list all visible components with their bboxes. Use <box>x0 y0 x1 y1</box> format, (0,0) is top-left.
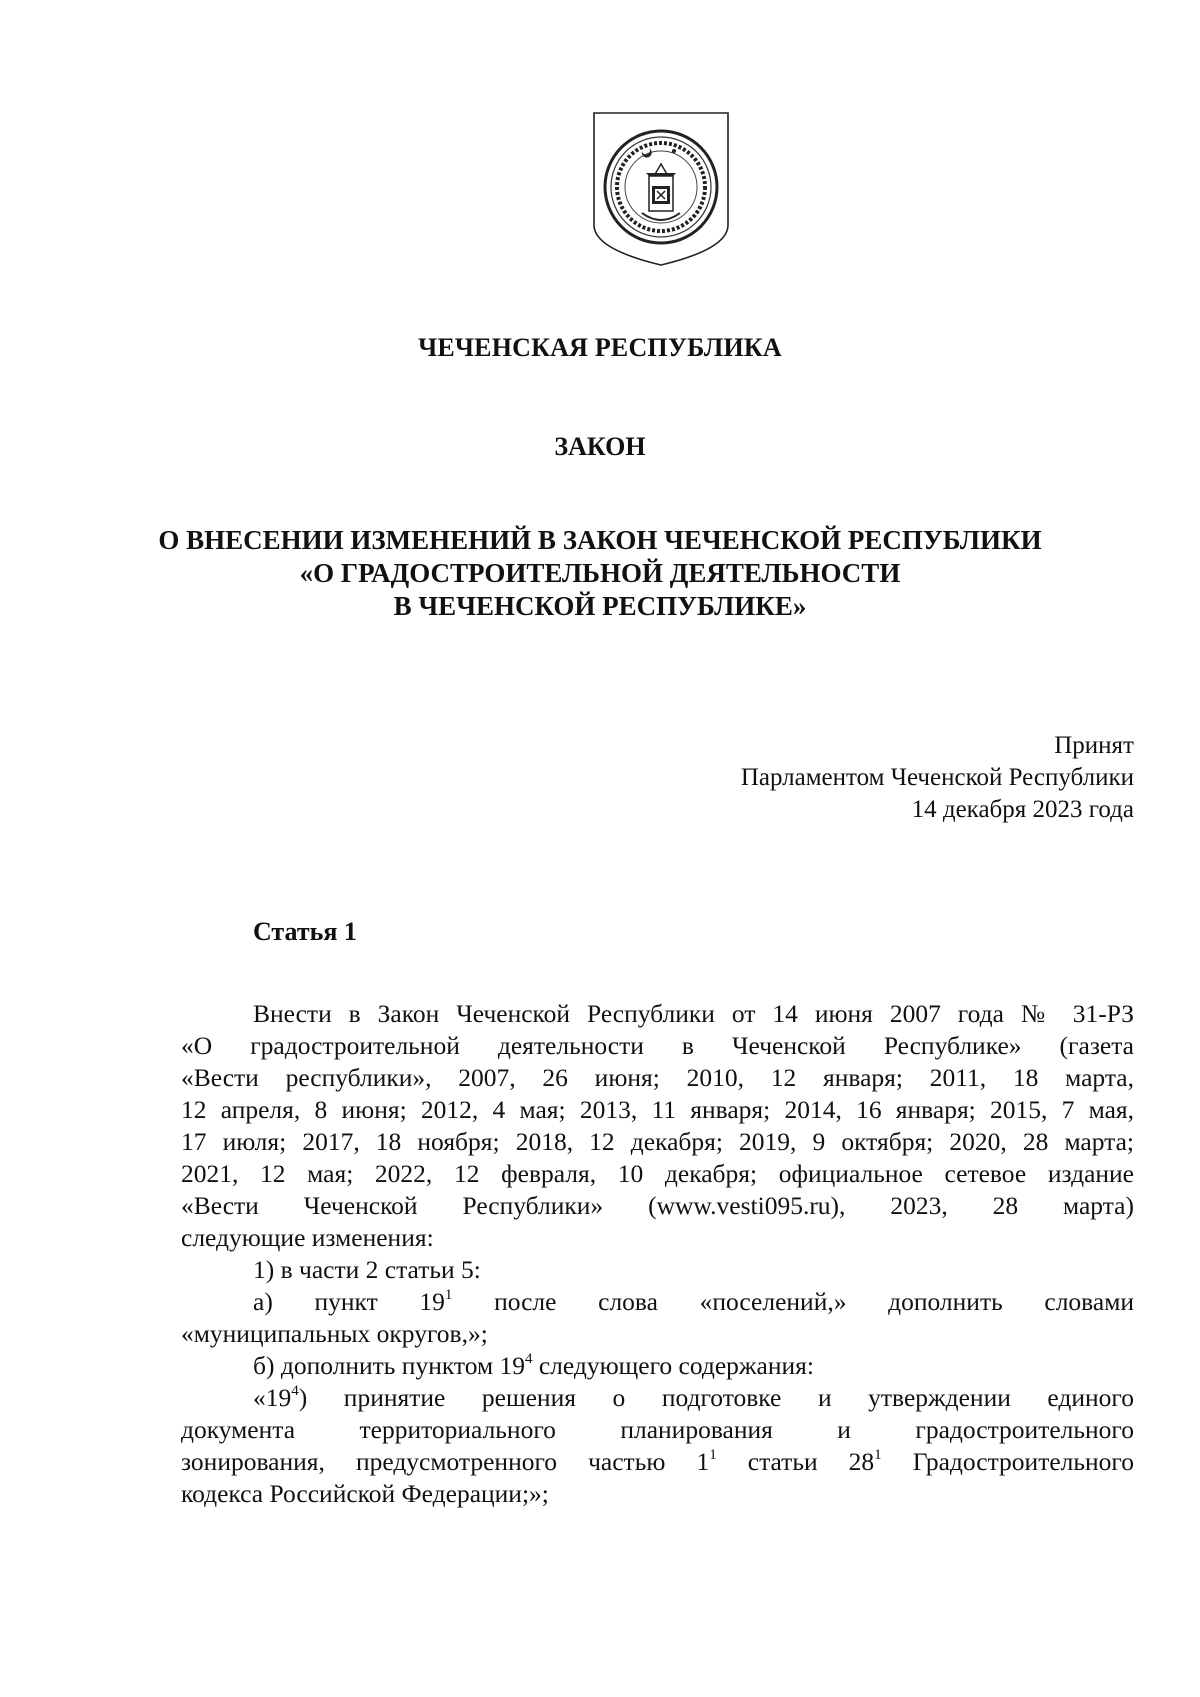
item-a-sup: 1 <box>444 1286 453 1303</box>
intro-line-3: «Вести республики», 2007, 26 июня; 2010, 12 января; 2011, 18 марта, <box>181 1063 1134 1092</box>
quote-line-3-pre: зонирования, предусмотренного частью 1 <box>181 1447 710 1476</box>
quote-text-1: ) принятие решения о подготовке и утверждении единого <box>298 1383 1134 1412</box>
coat-of-arms-emblem <box>588 107 734 269</box>
intro-line-8: следующие изменения: <box>181 1223 434 1252</box>
item-b-post: следующего содержания: <box>532 1351 814 1380</box>
law-title-line-2: «О ГРАДОСТРОИТЕЛЬНОЙ ДЕЯТЕЛЬНОСТИ <box>299 558 901 588</box>
intro-line-6: 2021, 12 мая; 2022, 12 февраля, 10 декабря; официальное сетевое издание <box>181 1159 1134 1188</box>
adoption-date: 14 декабря 2023 года <box>911 796 1134 823</box>
adoption-line-1: Принят <box>1054 732 1134 759</box>
adoption-note <box>534 730 1134 826</box>
article-heading: Статья 1 <box>253 917 357 946</box>
item-a-line-2: «муниципальных округов,»; <box>181 1319 488 1348</box>
quote-open: «19 <box>253 1383 292 1412</box>
quote-line-4: кодекса Российской Федерации;»; <box>181 1479 549 1508</box>
law-title <box>0 524 1200 623</box>
quote-line-3-sup-2: 1 <box>874 1446 882 1463</box>
item-a-post: после слова «поселений,» дополнить словами <box>452 1287 1134 1316</box>
item-a-pre: а) пункт 19 <box>253 1287 445 1316</box>
intro-line-2: «О градостроительной деятельности в Чеченской Республике» (газета <box>181 1031 1134 1060</box>
quote-line-2: документа территориального планирования и градостроительного <box>181 1415 1134 1444</box>
republic-name: ЧЕЧЕНСКАЯ РЕСПУБЛИКА <box>418 333 782 362</box>
item-b-sup: 4 <box>524 1350 533 1367</box>
item-1: 1) в части 2 статьи 5: <box>253 1255 481 1284</box>
quote-line-3-sup-1: 1 <box>709 1446 717 1463</box>
item-b <box>181 1350 1134 1382</box>
document-type: ЗАКОН <box>554 432 646 461</box>
item-a-line-1 <box>181 1286 1134 1318</box>
intro-line-5: 17 июля; 2017, 18 ноября; 2018, 12 декабря; 2019, 9 октября; 2020, 28 марта; <box>181 1127 1134 1156</box>
quote-line-3 <box>181 1446 1134 1478</box>
intro-line-7: «Вести Чеченской Республики» (www.vesti095.ru), 2023, 28 марта) <box>181 1191 1134 1220</box>
law-title-line-1: О ВНЕСЕНИИ ИЗМЕНЕНИЙ В ЗАКОН ЧЕЧЕНСКОЙ РЕСПУБЛИКИ <box>158 525 1042 555</box>
article-body <box>181 998 1134 1510</box>
quote-line-3-mid: статьи 28 <box>716 1447 875 1476</box>
adoption-line-2: Парламентом Чеченской Республики <box>740 764 1134 791</box>
intro-line-1: Внести в Закон Чеченской Республики от 14 июня 2007 года № 31-РЗ <box>253 999 1134 1028</box>
quote-open-sup: 4 <box>291 1382 299 1399</box>
intro-line-4: 12 апреля, 8 июня; 2012, 4 мая; 2013, 11 января; 2014, 16 января; 2015, 7 мая, <box>181 1095 1134 1124</box>
quote-line-3-post: Градостроительного <box>881 1447 1134 1476</box>
law-title-line-3: В ЧЕЧЕНСКОЙ РЕСПУБЛИКЕ» <box>393 591 807 621</box>
quote-line-1 <box>181 1382 1134 1414</box>
item-b-pre: б) дополнить пунктом 19 <box>253 1351 525 1380</box>
